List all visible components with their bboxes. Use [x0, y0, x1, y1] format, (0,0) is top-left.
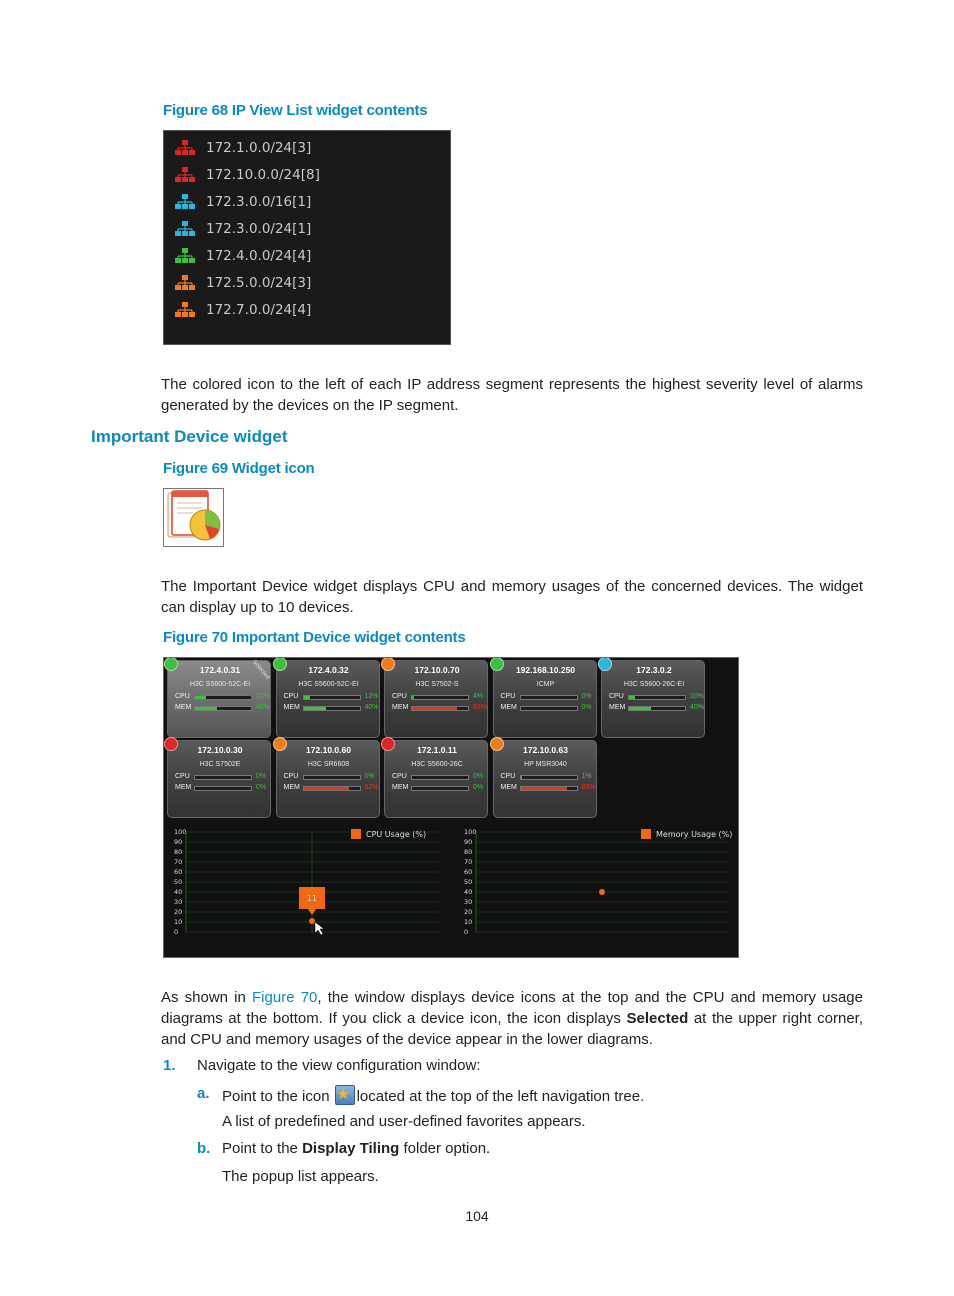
mem-usage-bar: [520, 706, 578, 711]
figure-68-caption: Figure 68 IP View List widget contents: [163, 102, 428, 119]
para3-part1: As shown in: [161, 989, 253, 1006]
ip-segment-label: 172.3.0.0/24[1]: [206, 221, 312, 237]
figure-70-caption: Figure 70 Important Device widget contents: [163, 629, 466, 646]
cpu-usage-percent: 4%: [473, 693, 484, 700]
y-tick-label: 30: [174, 898, 183, 906]
legend-label: CPU Usage (%): [366, 830, 427, 839]
device-model: H3C S7502E: [199, 761, 241, 768]
y-tick-label: 20: [464, 908, 473, 916]
mem-usage-bar: [303, 706, 361, 711]
mem-usage-fill: [629, 707, 651, 710]
device-tile[interactable]: [384, 660, 488, 738]
y-tick-label: 60: [464, 868, 473, 876]
device-model: H3C SR6608: [307, 761, 350, 768]
y-tick-label: 20: [174, 908, 183, 916]
cpu-usage-fill: [304, 696, 311, 699]
device-tile[interactable]: [276, 660, 380, 738]
cpu-usage-bar: [411, 775, 469, 780]
step-a-text: [222, 1085, 644, 1105]
cpu-usage-percent: 0%: [364, 773, 375, 780]
mem-usage-percent: 40%: [256, 704, 271, 711]
step-1-number: 1.: [163, 1057, 176, 1074]
device-model: HP MSR3040: [524, 761, 567, 768]
step-a-post: located at the top of the left navigation tree.: [356, 1088, 645, 1105]
para3-bold-selected: Selected: [626, 1010, 689, 1027]
step-b-pre: Point to the: [222, 1140, 303, 1157]
cpu-usage-percent: 0%: [256, 773, 267, 780]
cpu-usage-bar: [303, 775, 361, 780]
mem-label: MEM: [175, 784, 192, 791]
legend-swatch: [351, 829, 361, 839]
step-a-pre: Point to the icon: [222, 1088, 330, 1105]
cpu-usage-percent: 0%: [473, 773, 484, 780]
device-model: H3C S5600-26C-EI: [623, 681, 685, 688]
ip-segment-label: 172.5.0.0/24[3]: [206, 275, 312, 291]
cpu-usage-chart: [164, 824, 449, 954]
step-b-post: folder option.: [399, 1140, 491, 1157]
network-segment-icon: [174, 273, 196, 293]
device-ip: 172.10.0.30: [197, 745, 243, 755]
cpu-usage-fill: [521, 776, 522, 779]
mem-usage-fill: [521, 787, 567, 790]
network-segment-icon: [174, 165, 196, 185]
y-tick-label: 30: [464, 898, 473, 906]
y-tick-label: 40: [464, 888, 473, 896]
device-ip: 172.3.0.2: [636, 665, 672, 675]
y-tick-label: 70: [464, 858, 473, 866]
mem-usage-fill: [304, 787, 350, 790]
ip-segment-row[interactable]: [174, 190, 311, 214]
cpu-label: CPU: [283, 773, 299, 780]
network-segment-icon: [174, 219, 196, 239]
device-tile[interactable]: [167, 660, 271, 738]
y-tick-label: 90: [464, 838, 473, 846]
cpu-label: CPU: [392, 693, 407, 700]
cpu-usage-percent: 20%: [256, 693, 271, 700]
paragraph-icon-explanation: The colored icon to the left of each IP address segment represents the highest severity level of alarms generated by the devices on the IP segment.: [161, 376, 863, 414]
cpu-label: CPU: [175, 773, 190, 780]
y-tick-label: 70: [174, 858, 183, 866]
network-segment-icon: [174, 246, 196, 266]
mem-usage-bar: [520, 786, 578, 791]
cpu-usage-bar: [520, 695, 578, 700]
device-model: H3C S5600-52C-EI: [298, 681, 359, 688]
paragraph-widget-description: The Important Device widget displays CPU and memory usages of the concerned devices. The widget can display up to 10 devices.: [161, 578, 863, 616]
device-ip: 172.10.0.63: [523, 745, 568, 755]
y-tick-label: 50: [464, 878, 473, 886]
device-ip: 172.1.0.11: [417, 745, 457, 755]
cpu-usage-bar: [520, 775, 578, 780]
ip-segment-label: 172.1.0.0/24[3]: [206, 140, 312, 156]
y-tick-label: 50: [174, 878, 183, 886]
para3-part3: at the upper right corner, and CPU and memory usages of the device appear in the lower diagrams.: [161, 1010, 864, 1048]
y-tick-label: 10: [464, 918, 473, 926]
y-tick-label: 0: [464, 928, 469, 936]
cpu-usage-percent: 0%: [581, 693, 592, 700]
device-tile[interactable]: [493, 740, 597, 818]
ip-segment-row[interactable]: [174, 298, 311, 322]
ip-segment-row[interactable]: [174, 244, 311, 268]
network-segment-icon: [174, 192, 196, 212]
cpu-usage-fill: [195, 696, 206, 699]
device-model: H3C S5600-26C: [411, 761, 463, 768]
step-a-note: A list of predefined and user-defined favorites appears.: [222, 1113, 586, 1130]
step-b-note: The popup list appears.: [222, 1168, 379, 1185]
legend-label: Memory Usage (%): [656, 830, 733, 839]
mem-usage-percent: 0%: [256, 784, 267, 791]
ip-segment-row[interactable]: [174, 136, 311, 160]
cpu-label: CPU: [500, 693, 516, 700]
mem-usage-percent: 82%: [364, 784, 379, 791]
network-segment-icon: [174, 138, 196, 158]
y-tick-label: 100: [464, 828, 477, 836]
mem-label: MEM: [609, 704, 626, 711]
section-title: Important Device widget: [91, 427, 288, 446]
memory-usage-chart: [454, 824, 739, 954]
mem-usage-percent: 83%: [581, 784, 596, 791]
figure-69-caption: Figure 69 Widget icon: [163, 460, 315, 477]
cpu-label: CPU: [609, 693, 624, 700]
para3-part2: , the window displays device icons at the top and the CPU and memory usage diagrams at the bottom. If you click a device icon, the icon displays: [161, 989, 863, 1027]
device-tile[interactable]: [384, 740, 488, 818]
mem-usage-percent: 40%: [690, 704, 705, 711]
y-tick-label: 90: [174, 838, 183, 846]
device-tile[interactable]: [601, 660, 705, 738]
device-ip: 172.4.0.31: [199, 665, 241, 675]
legend-swatch: [641, 829, 651, 839]
mem-usage-fill: [304, 707, 326, 710]
ip-segment-label: 172.7.0.0/24[4]: [206, 302, 312, 318]
cpu-usage-fill: [412, 696, 414, 699]
ip-segment-label: 172.10.0.0/24[8]: [206, 167, 320, 183]
mem-label: MEM: [500, 784, 517, 791]
mem-label: MEM: [175, 704, 192, 711]
cpu-label: CPU: [283, 693, 299, 700]
network-segment-icon: [174, 300, 196, 320]
mem-label: MEM: [500, 704, 517, 711]
device-ip: 192.168.10.250: [515, 665, 576, 675]
mem-usage-fill: [412, 707, 457, 710]
cpu-label: CPU: [392, 773, 407, 780]
device-model: H3C S7502-S: [415, 681, 459, 688]
mem-usage-bar: [411, 786, 469, 791]
data-point[interactable]: [599, 889, 605, 895]
ip-view-list-widget: [163, 130, 451, 345]
cpu-usage-bar: [628, 695, 686, 700]
mem-usage-percent: 0%: [581, 704, 592, 711]
step-a-letter: a.: [197, 1085, 210, 1102]
cpu-usage-percent: 10%: [690, 693, 705, 700]
mem-usage-percent: 40%: [364, 704, 379, 711]
ip-segment-row[interactable]: [174, 163, 320, 187]
step-1-text: Navigate to the view configuration window:: [197, 1057, 481, 1074]
paragraph-figure-explanation: [161, 987, 863, 1050]
device-model: H3C S5600-52C-EI: [189, 681, 251, 688]
mouse-cursor-icon: [315, 922, 324, 935]
mem-usage-bar: [411, 706, 469, 711]
cpu-usage-bar: [411, 695, 469, 700]
mem-usage-fill: [195, 707, 217, 710]
y-tick-label: 10: [174, 918, 183, 926]
mem-label: MEM: [283, 704, 300, 711]
step-b-bold: Display Tiling: [302, 1140, 400, 1157]
cpu-usage-fill: [629, 696, 635, 699]
ip-segment-row[interactable]: [174, 217, 311, 241]
y-tick-label: 0: [174, 928, 179, 936]
mem-usage-bar: [628, 706, 686, 711]
y-tick-label: 100: [174, 828, 187, 836]
y-tick-label: 80: [464, 848, 473, 856]
cpu-usage-percent: 12%: [364, 693, 379, 700]
ip-segment-label: 172.3.0.0/16[1]: [206, 194, 312, 210]
page-number: 104: [465, 1208, 489, 1224]
device-ip: 172.4.0.32: [308, 665, 349, 675]
mem-label: MEM: [392, 784, 409, 791]
cpu-usage-bar: [303, 695, 361, 700]
cpu-label: CPU: [500, 773, 516, 780]
mem-usage-bar: [303, 786, 361, 791]
device-tile[interactable]: [167, 740, 271, 818]
mem-usage-percent: 0%: [473, 784, 484, 791]
device-ip: 172.10.0.70: [414, 665, 460, 675]
y-tick-label: 40: [174, 888, 183, 896]
device-tile[interactable]: [276, 740, 380, 818]
y-tick-label: 80: [174, 848, 183, 856]
data-point[interactable]: [309, 918, 315, 924]
step-b-letter: b.: [197, 1140, 211, 1157]
selected-marker: Selected: [250, 659, 271, 681]
mem-usage-bar: [194, 786, 252, 791]
device-ip: 172.10.0.60: [306, 745, 351, 755]
tooltip-value: 11: [306, 894, 318, 903]
cpu-label: CPU: [175, 693, 190, 700]
figure-70-link[interactable]: Figure 70: [252, 989, 318, 1006]
y-tick-label: 60: [174, 868, 183, 876]
mem-usage-bar: [194, 706, 252, 711]
cpu-usage-bar: [194, 775, 252, 780]
important-device-widget: [163, 657, 739, 958]
mem-usage-percent: 81%: [473, 704, 488, 711]
mem-label: MEM: [283, 784, 300, 791]
ip-segment-row[interactable]: [174, 271, 311, 295]
cpu-usage-bar: [194, 695, 252, 700]
device-tile[interactable]: [493, 660, 597, 738]
cpu-usage-percent: 1%: [581, 773, 592, 780]
favorites-star-icon: ★: [335, 1085, 355, 1105]
device-model: ICMP: [536, 681, 555, 688]
mem-label: MEM: [392, 704, 409, 711]
step-b-text: [222, 1140, 490, 1157]
ip-segment-label: 172.4.0.0/24[4]: [206, 248, 312, 264]
important-device-widget-icon: [163, 488, 224, 547]
